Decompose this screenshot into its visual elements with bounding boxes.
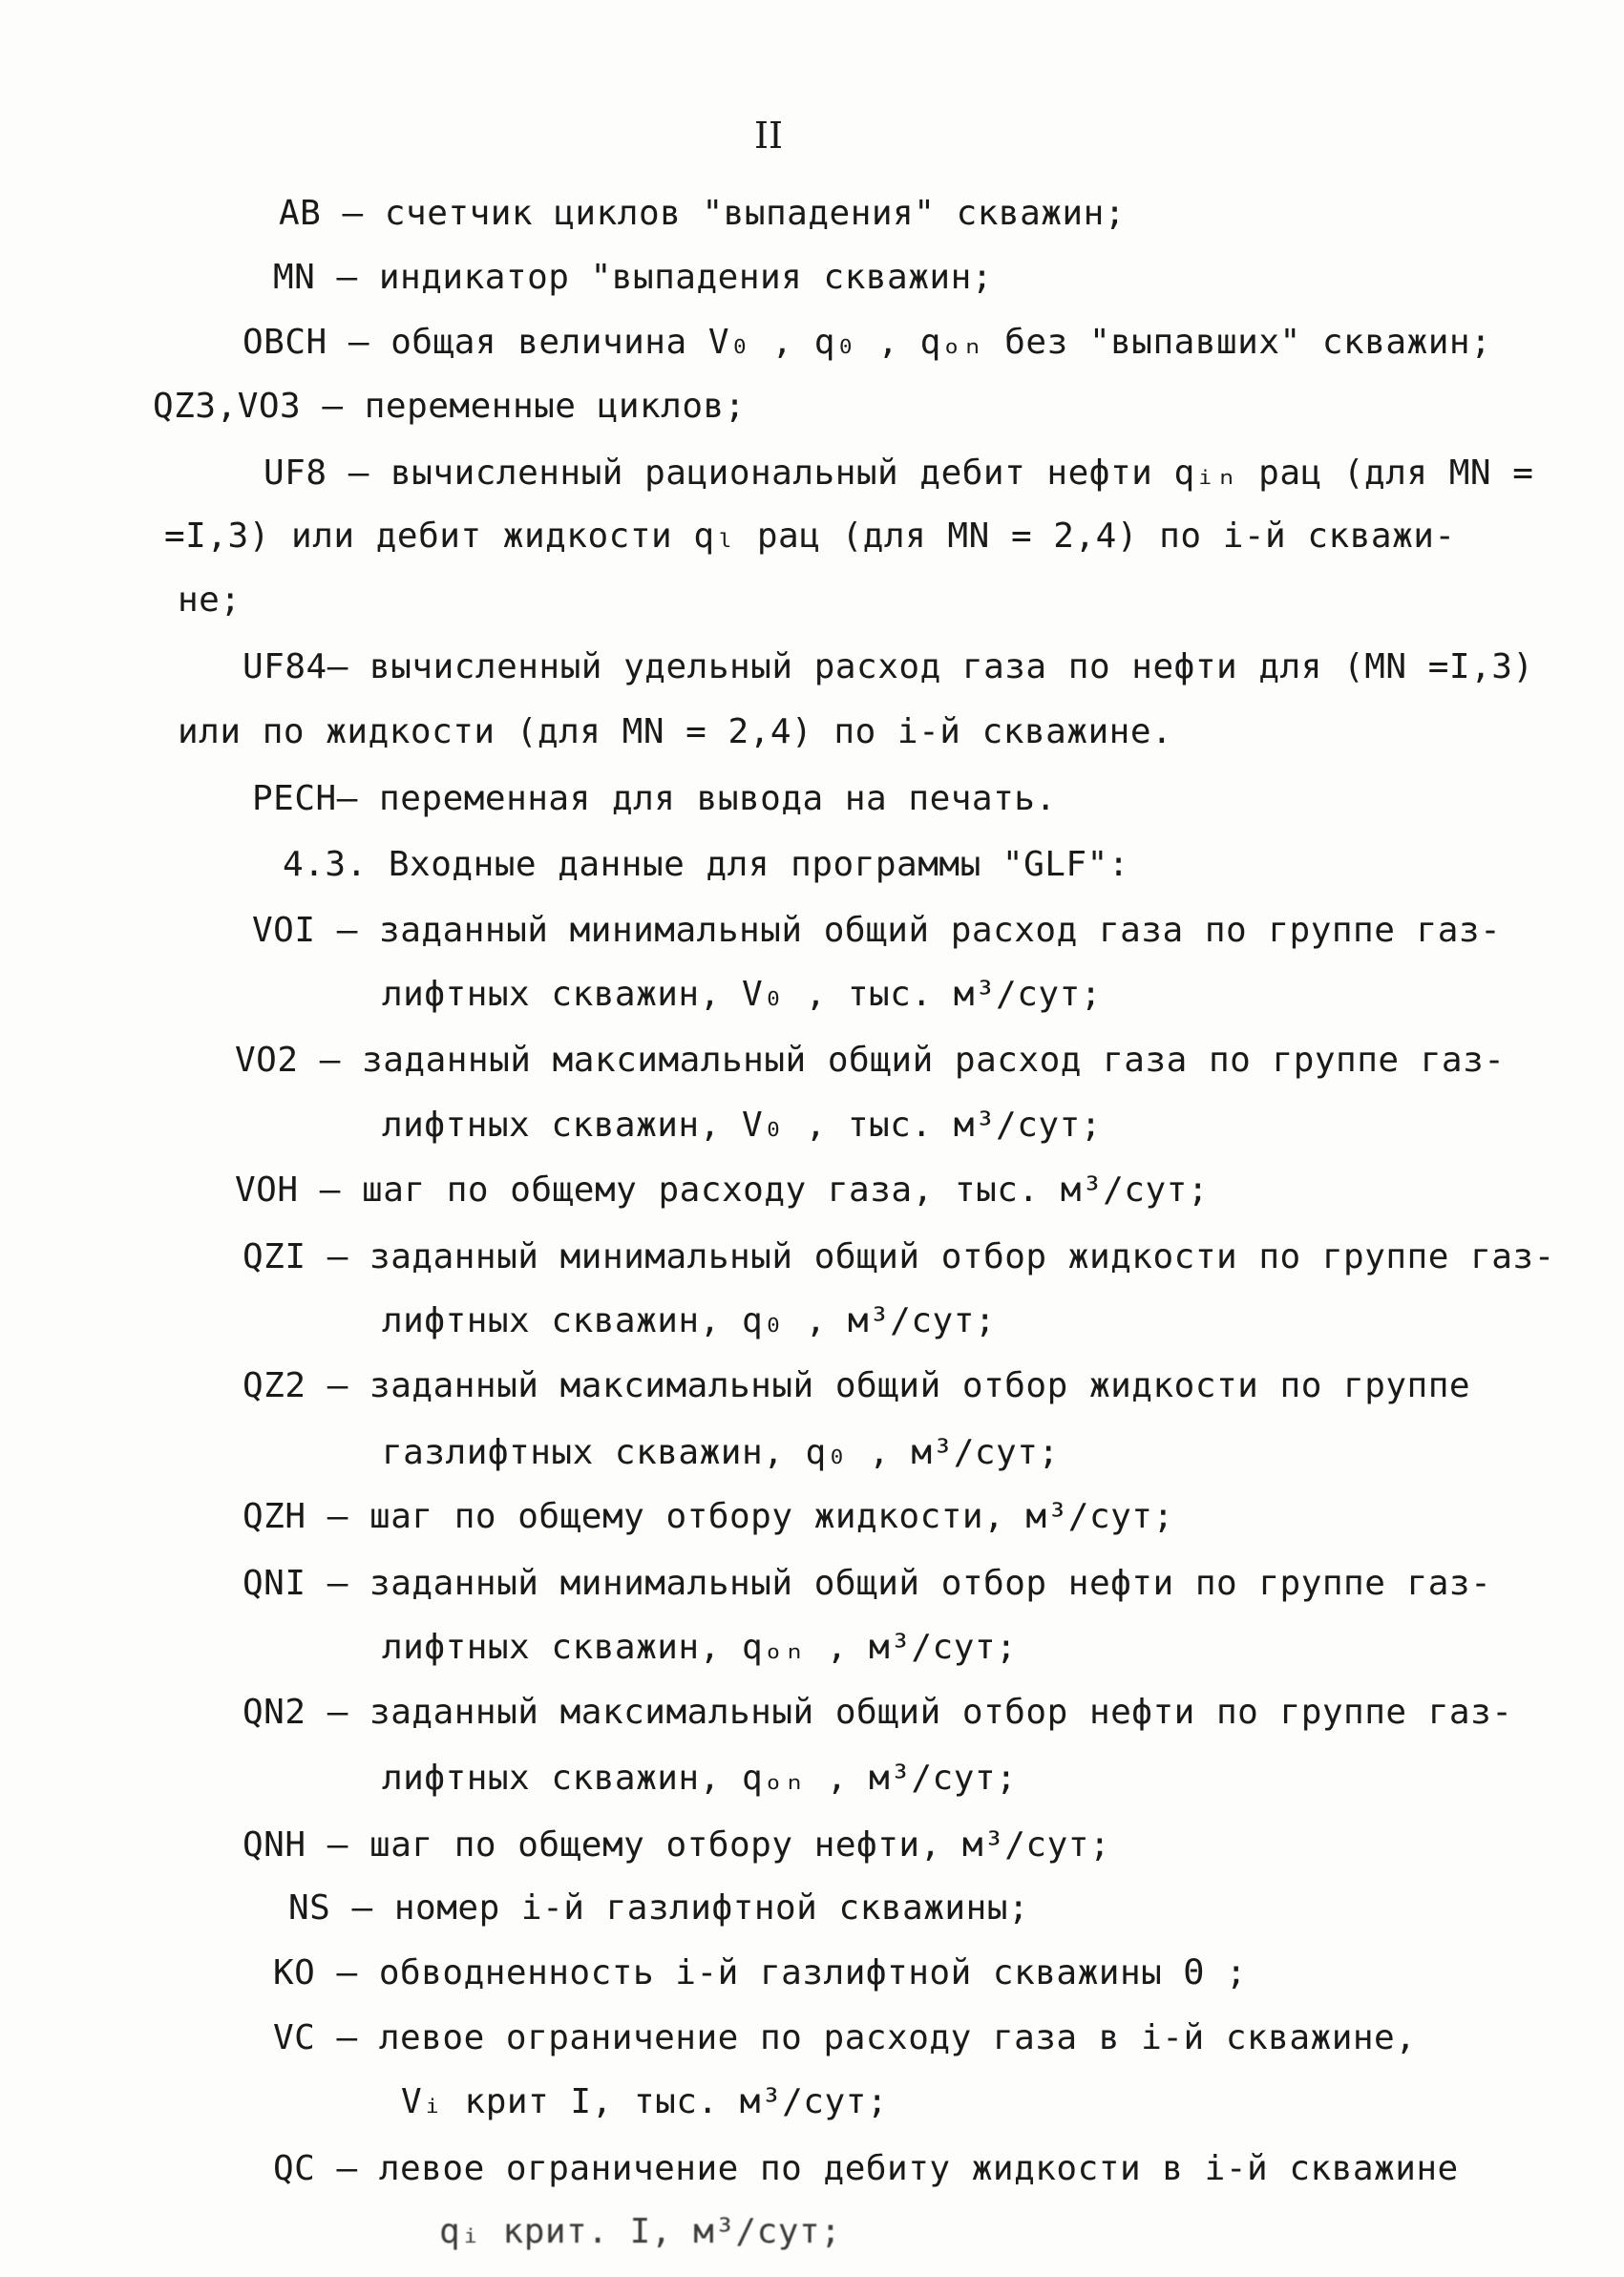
text-line: QNH – шаг по общему отбору нефти, м³/сут; [243, 1825, 1111, 1865]
text-line: KO – обводненность i-й газлифтной скважины Θ ; [273, 1953, 1247, 1992]
text-line: QN2 – заданный максимальный общий отбор нефти по группе газ- [243, 1693, 1513, 1732]
text-line: qᵢ крит. I, м³/сут; [439, 2212, 842, 2251]
text-line: лифтных скважин, V₀ , тыс. м³/сут; [382, 975, 1102, 1014]
text-line: QC – левое ограничение по дебиту жидкости в i-й скважине [273, 2149, 1459, 2188]
text-line: QZH – шаг по общему отбору жидкости, м³/сут; [243, 1497, 1174, 1536]
text-line: лифтных скважин, q₀ , м³/сут; [382, 1301, 997, 1340]
text-line: QNI – заданный минимальный общий отбор нефти по группе газ- [243, 1564, 1492, 1603]
text-line: VC – левое ограничение по расходу газа в i-й скважине, [273, 2018, 1417, 2057]
text-line: лифтных скважин, qₒₙ , м³/сут; [382, 1759, 1018, 1798]
text-line: AB – счетчик циклов "выпадения" скважин; [279, 194, 1126, 233]
text-line: MN – индикатор "выпадения скважин; [273, 258, 993, 297]
text-line: VOI – заданный минимальный общий расход газа по группе газ- [252, 911, 1502, 950]
text-line: NS – номер i-й газлифтной скважины; [288, 1888, 1030, 1928]
text-line: QZI – заданный минимальный общий отбор жидкости по группе газ- [243, 1237, 1555, 1276]
text-line: лифтных скважин, V₀ , тыс. м³/сут; [382, 1106, 1102, 1145]
text-line: Vᵢ крит I, тыс. м³/сут; [401, 2082, 888, 2121]
text-line: VOH – шаг по общему расходу газа, тыс. м³/сут; [235, 1170, 1209, 1210]
text-line: газлифтных скважин, q₀ , м³/сут; [382, 1433, 1060, 1472]
text-line: UF8 – вычисленный рациональный дебит нефти qᵢₙ рац (для MN = [264, 453, 1534, 493]
text-line: 4.3. Входные данные для программы "GLF": [283, 845, 1129, 884]
text-line: PECH– переменная для вывода на печать. [252, 779, 1057, 818]
text-line: лифтных скважин, qₒₙ , м³/сут; [382, 1628, 1018, 1667]
text-line: UF84– вычисленный удельный расход газа по нефти для (MN =I,3) [243, 647, 1534, 686]
text-line: или по жидкости (для MN = 2,4) по i-й скважине. [178, 712, 1173, 751]
page-number: II [754, 115, 784, 157]
text-line: VO2 – заданный максимальный общий расход газа по группе газ- [235, 1041, 1506, 1080]
text-line: QZ2 – заданный максимальный общий отбор жидкости по группе [243, 1366, 1471, 1405]
text-line: =I,3) или дебит жидкости qₗ рац (для MN = 2,4) по i-й скважи- [164, 517, 1456, 556]
text-line: QZ3,VO3 – переменные циклов; [153, 387, 746, 426]
text-line: OBCH – общая величина V₀ , q₀ , qₒₙ без "выпавших" скважин; [243, 323, 1492, 362]
text-line: не; [178, 580, 242, 620]
